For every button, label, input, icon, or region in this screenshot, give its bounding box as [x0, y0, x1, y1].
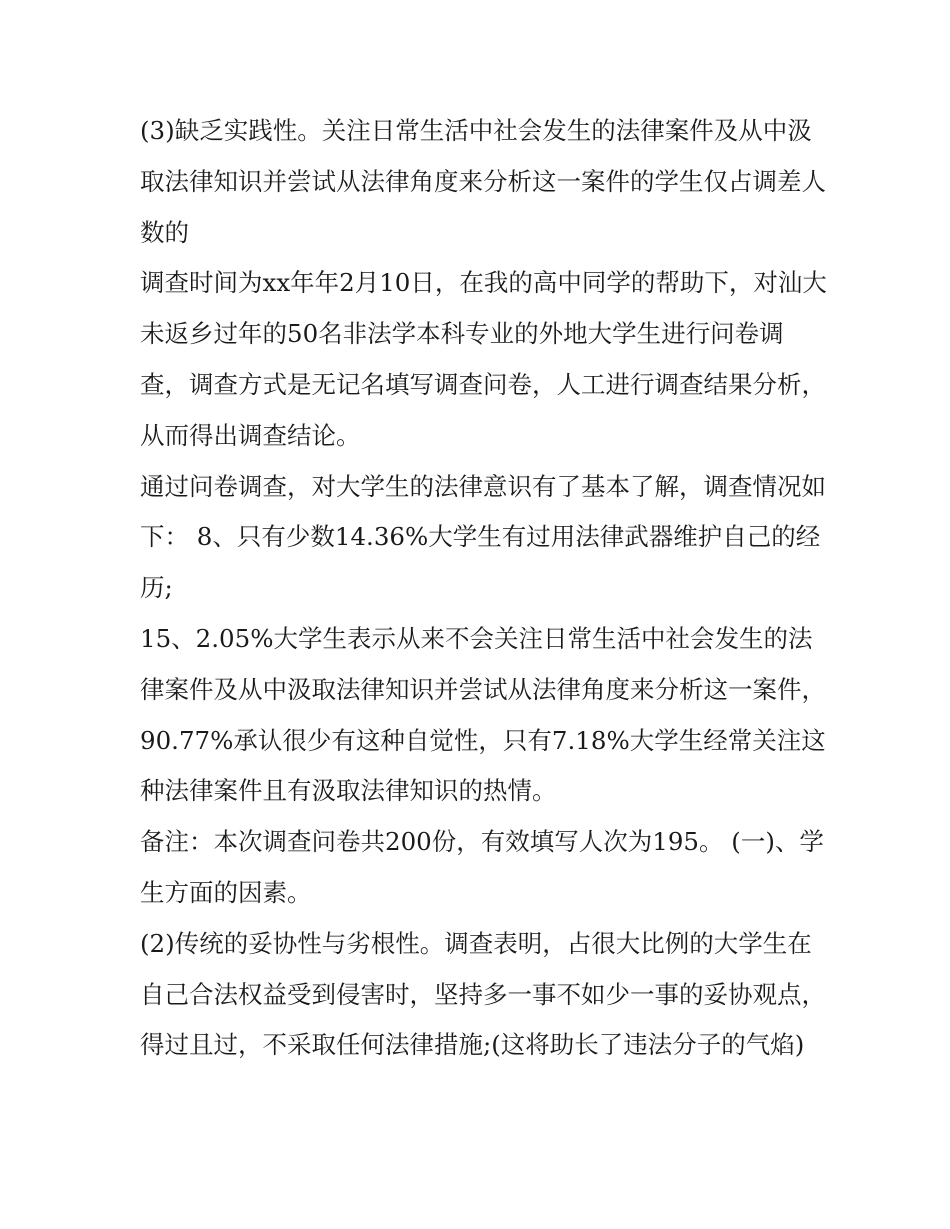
paragraph-compromise: (2)传统的妥协性与劣根性。调查表明，占很大比例的大学生在自己合法权益受到侵害时，坚持多一事不如少一事的妥协观点，得过且过，不采取任何法律措施;(这将助长了违法分子的气焰) — [140, 928, 826, 1060]
document-body — [140, 106, 830, 1071]
paragraph-attention-stats: 15、2.05%大学生表示从来不会关注日常生活中社会发生的法律案件及从中汲取法律知识并尝试从法律角度来分析这一案件，90.77%承认很少有这种自觉性，只有7.18%大学生经常关注这种法律案件且有汲取法律知识的热情。 — [140, 623, 826, 806]
paragraph-survey-results: 通过问卷调查，对大学生的法律意识有了基本了解，调查情况如下： 8、只有少数14.36%大学生有过用法律武器维护自己的经历; — [140, 471, 826, 603]
paragraph-survey-method: 调查时间为xx年年2月10日，在我的高中同学的帮助下，对汕大未返乡过年的50名非法学本科专业的外地大学生进行问卷调查，调查方式是无记名填写调查问卷，人工进行调查结果分析，从而得出调查结论。 — [140, 268, 827, 450]
paragraph-note: 备注：本次调查问卷共200份，有效填写人次为195。 (一)、学生方面的因素。 — [140, 827, 824, 907]
paragraph-practice: (3)缺乏实践性。关注日常生活中社会发生的法律案件及从中汲取法律知识并尝试从法律角度来分析这一案件的学生仅占调差人数的 — [140, 116, 826, 247]
